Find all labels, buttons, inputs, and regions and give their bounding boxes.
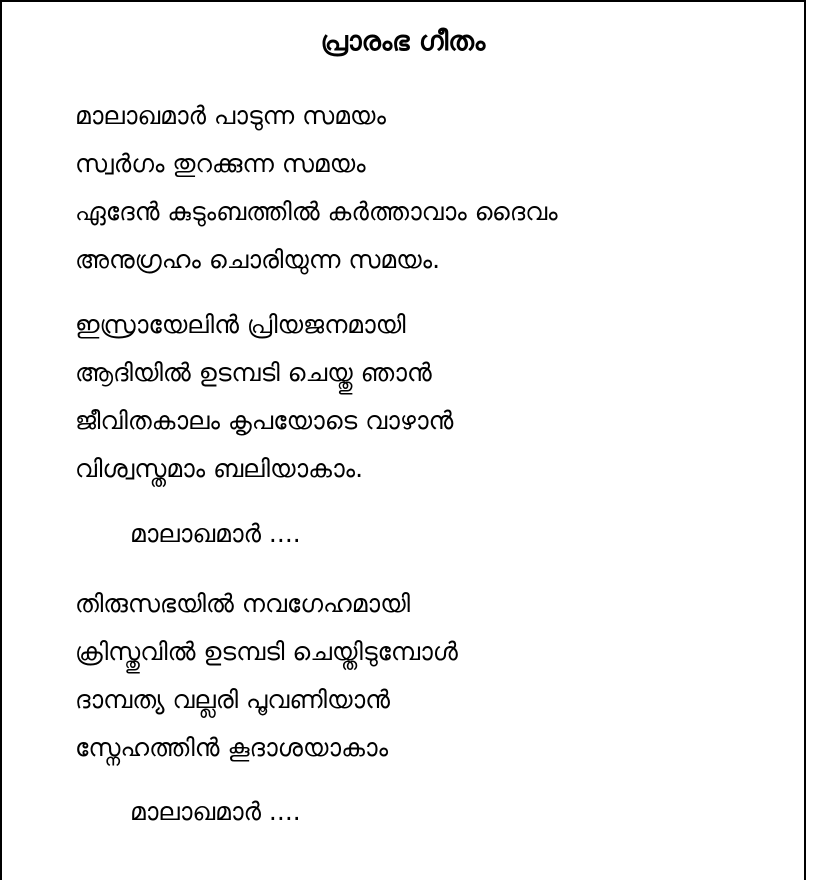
stanza-line: സ്വർഗം തുറക്കുന്ന സമയം xyxy=(75,149,366,178)
stanza-line: ദാമ്പത്യ വല്ലരി പൂവണിയാൻ xyxy=(75,685,390,714)
stanza-line: ഏദേൻ കുടുംബത്തിൽ കർത്താവാം ദൈവം xyxy=(75,197,558,226)
stanza-line: ഇസ്രായേലിൻ പ്രിയജനമായി xyxy=(75,310,406,339)
stanza-line: അനുഗ്രഹം ചൊരിയുന്ന സമയം. xyxy=(75,245,441,274)
stanza-2 xyxy=(75,301,453,493)
song-title: പ്രാരംഭ ഗീതം xyxy=(320,26,486,57)
stanza-line: ക്രിസ്തുവിൽ ഉടമ്പടി ചെയ്തിടുമ്പോൾ xyxy=(75,637,458,666)
stanza-line: സ്നേഹത്തിൻ കൂദാശയാകാം xyxy=(75,733,389,762)
stanza-line: തിരുസഭയിൽ നവഗേഹമായി xyxy=(75,589,411,618)
stanza-line: ജീവിതകാലം കൃപയോടെ വാഴാൻ xyxy=(75,406,454,435)
stanza-line: ആദിയിൽ ഉടമ്പടി ചെയ്തു ഞാൻ xyxy=(75,358,432,387)
stanza-1 xyxy=(75,92,558,284)
stanza-line: വിശ്വസ്തമാം ബലിയാകാം. xyxy=(75,454,364,483)
stanza-line: മാലാഖമാർ പാടുന്ന സമയം xyxy=(75,101,386,130)
stanza-3 xyxy=(75,580,458,772)
refrain-1: മാലാഖമാർ .... xyxy=(130,519,301,548)
refrain-2: മാലാഖമാർ .... xyxy=(130,797,301,826)
